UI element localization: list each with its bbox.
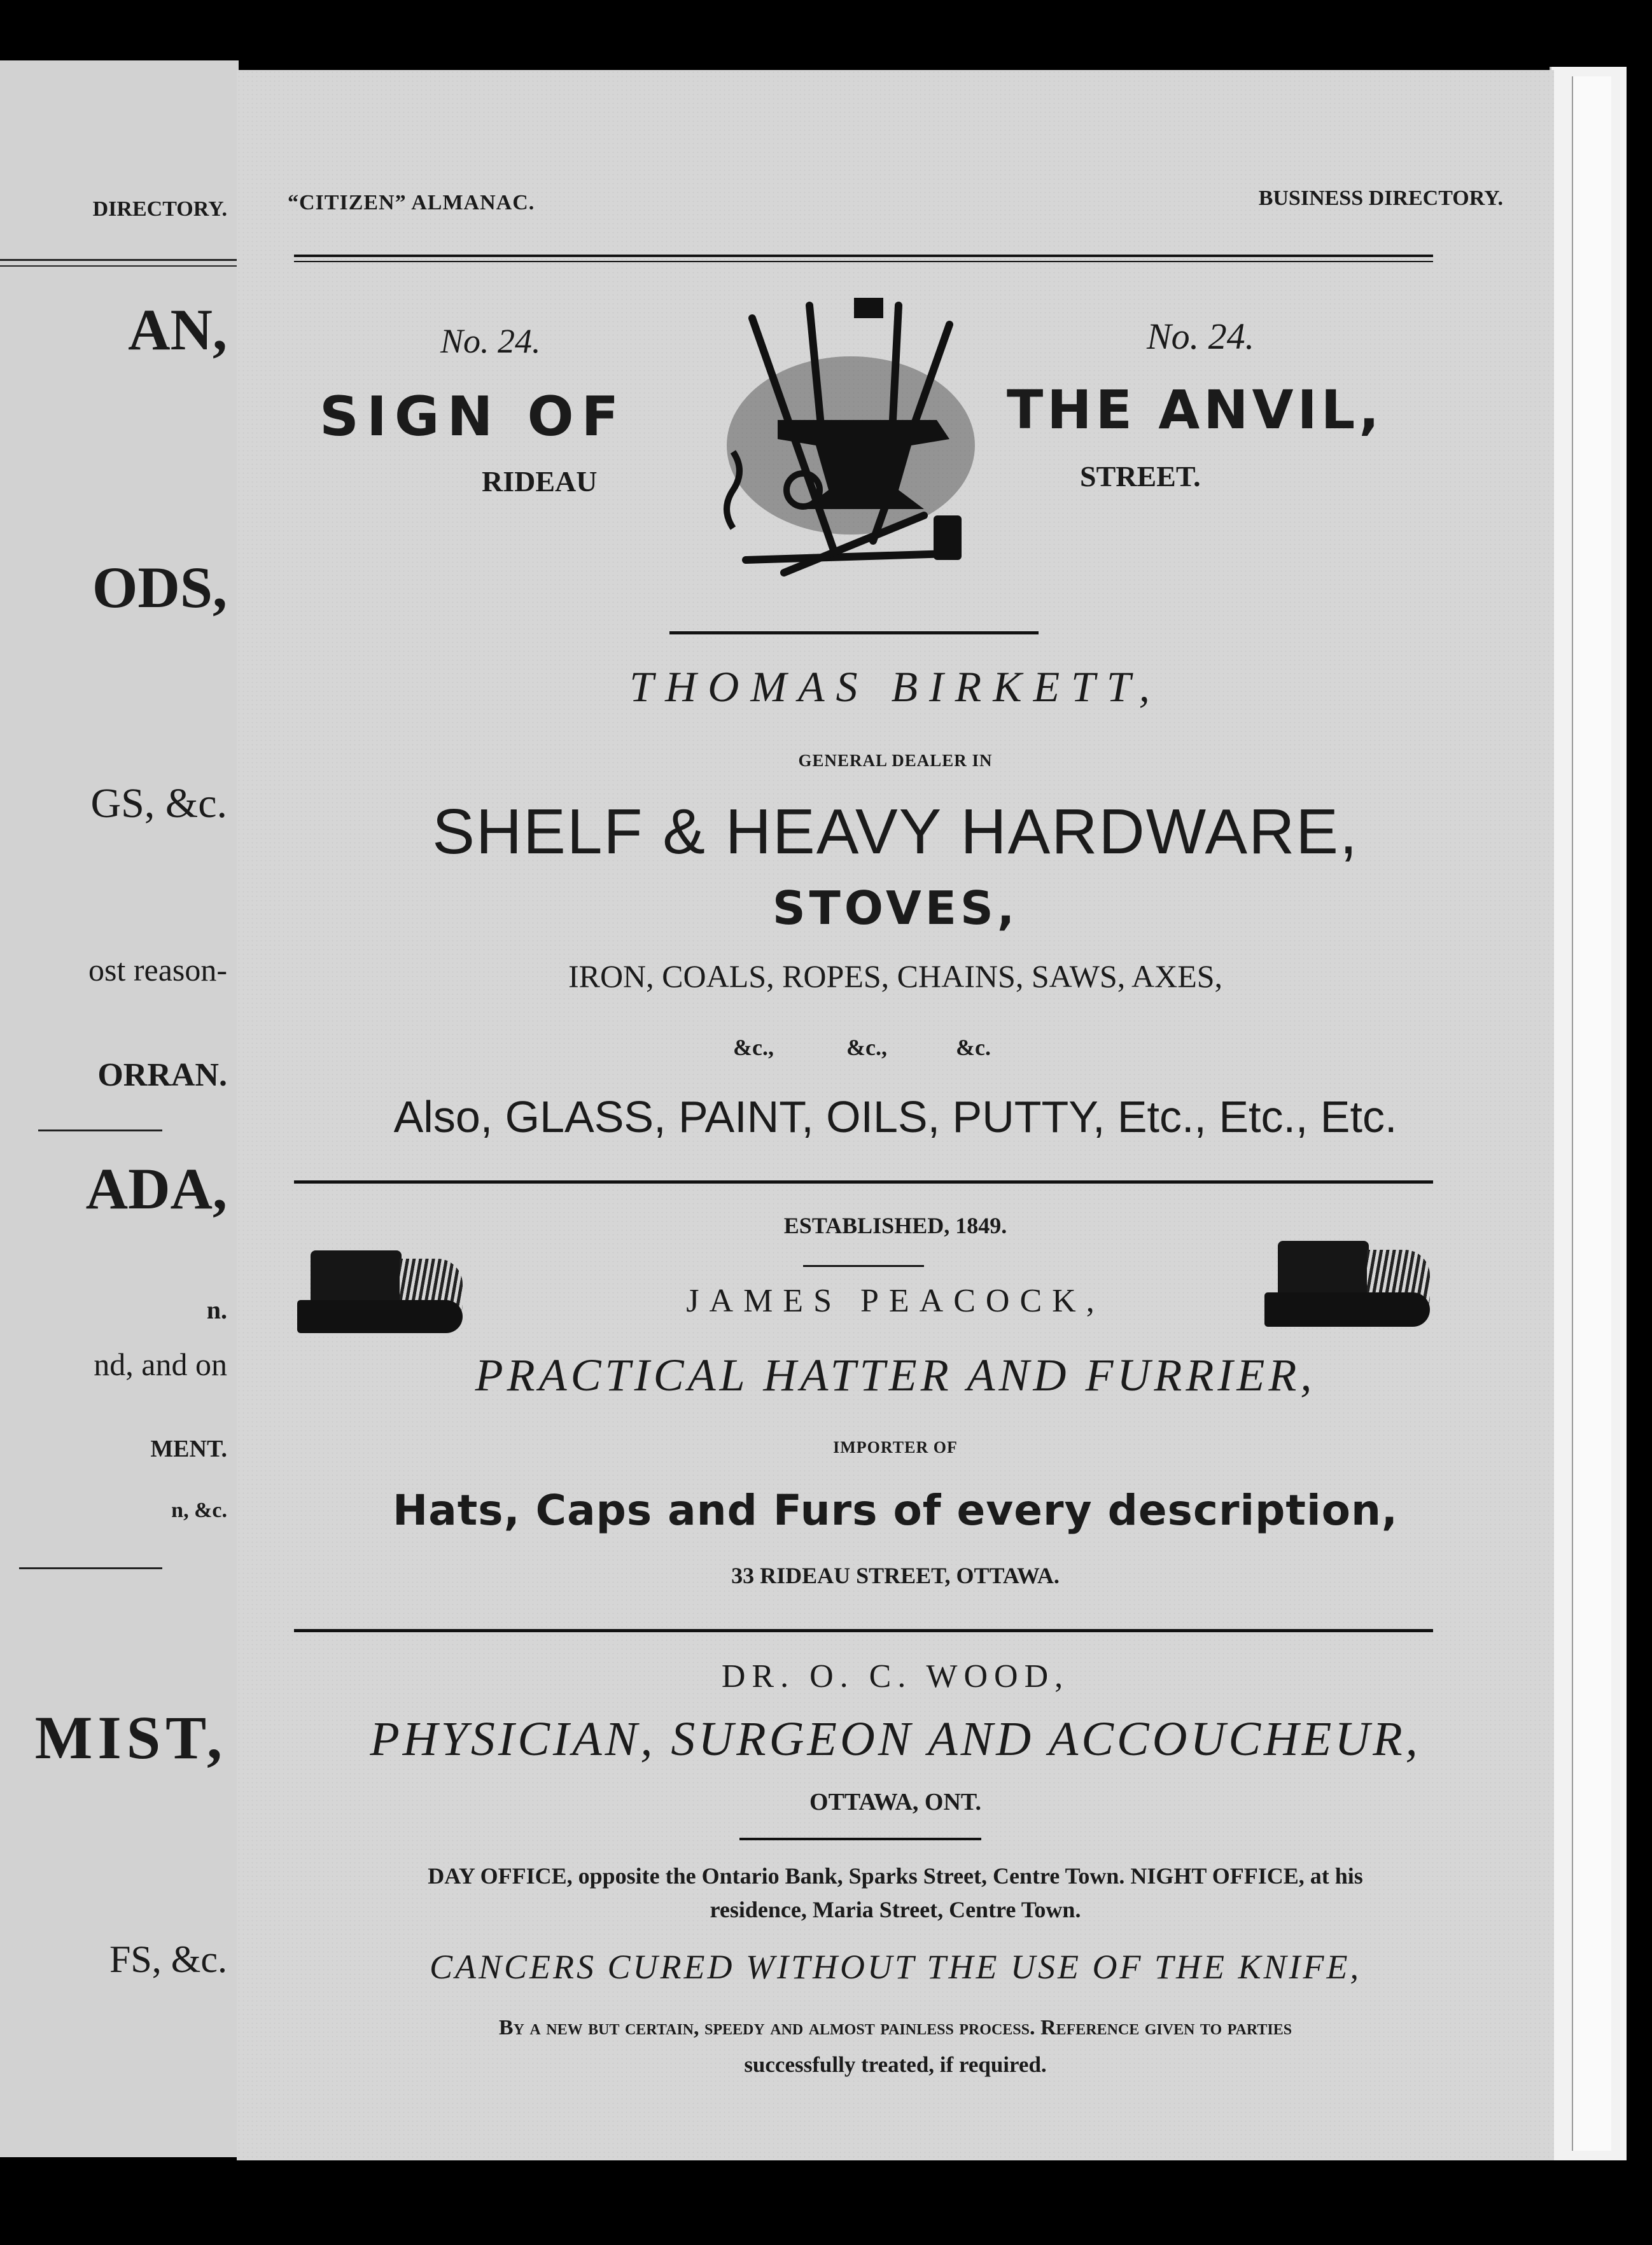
header-rule: [294, 261, 1433, 262]
items-line: IRON, COALS, ROPES, CHAINS, SAWS, AXES,: [568, 958, 1223, 994]
wood-offices-2: residence, Maria Street, Centre Town.: [710, 1897, 1081, 1922]
left-text: ost reason-: [88, 952, 227, 988]
section-rule: [294, 1629, 1433, 1632]
section-rule: [669, 631, 1039, 634]
peacock-goods: Hats, Caps and Furs of every description,: [392, 1486, 1398, 1535]
wood-profession: PHYSICIAN, SURGEON AND ACCOUCHEUR,: [370, 1712, 1421, 1766]
left-text: GS, &c.: [90, 780, 227, 827]
left-text: ODS,: [92, 555, 227, 620]
number-left: No. 24.: [440, 322, 541, 360]
number-right: No. 24.: [1147, 316, 1255, 357]
importer-label: IMPORTER OF: [833, 1438, 958, 1457]
wood-name: DR. O. C. WOOD,: [721, 1658, 1070, 1695]
section-rule: [294, 1180, 1433, 1184]
header-left: “CITIZEN” ALMANAC.: [288, 191, 535, 214]
anvil-tools-emblem-icon: [708, 286, 994, 598]
wood-offices-1: DAY OFFICE, opposite the Ontario Bank, Sparks Street, Centre Town. NIGHT OFFICE, at his: [428, 1863, 1363, 1889]
short-rule: [739, 1838, 981, 1840]
left-header: DIRECTORY.: [92, 197, 227, 221]
stoves-line: STOVES,: [772, 881, 1019, 935]
dealer-label: GENERAL DEALER IN: [798, 751, 993, 770]
left-text: ORRAN.: [97, 1057, 227, 1093]
almanac-page: [237, 70, 1554, 2160]
peacock-address: 33 RIDEAU STREET, OTTAWA.: [731, 1563, 1060, 1588]
short-rule: [803, 1265, 924, 1267]
left-text: n.: [206, 1296, 227, 1324]
established-line: ESTABLISHED, 1849.: [783, 1213, 1007, 1238]
cancers-line: CANCERS CURED WITHOUT THE USE OF THE KNIFE,: [429, 1948, 1362, 1986]
etc-1: &c.,: [733, 1035, 774, 1060]
header-right: BUSINESS DIRECTORY.: [1258, 186, 1503, 210]
peacock-name: JAMES PEACOCK,: [686, 1283, 1105, 1319]
left-text: MIST,: [34, 1703, 227, 1772]
birkett-name: THOMAS BIRKETT,: [629, 662, 1161, 711]
peacock-trade: PRACTICAL HATTER AND FURRIER,: [475, 1350, 1316, 1401]
left-rule: [0, 265, 239, 267]
etc-3: &c.: [956, 1035, 991, 1060]
page-edge: [1572, 76, 1611, 2151]
wood-city: OTTAWA, ONT.: [809, 1789, 981, 1815]
process-line-1: By a new but certain, speedy and almost painless process. Reference given to parties: [498, 2016, 1292, 2039]
hardware-headline: SHELF & HEAVY HARDWARE,: [432, 796, 1359, 867]
left-text: AN,: [128, 297, 227, 362]
left-page-fragment: [0, 60, 239, 2157]
left-rule: [0, 259, 239, 261]
left-text: FS, &c.: [109, 1938, 227, 1980]
left-text: n, &c.: [171, 1499, 227, 1522]
process-line-2: successfully treated, if required.: [744, 2052, 1047, 2077]
left-text: MENT.: [150, 1436, 227, 1462]
header-rule: [294, 255, 1433, 257]
street-left: RIDEAU: [482, 465, 598, 498]
left-rule: [19, 1567, 162, 1569]
etc-2: &c.,: [846, 1035, 887, 1060]
left-text: nd, and on: [94, 1346, 227, 1382]
left-rule: [38, 1129, 162, 1131]
left-text: ADA,: [85, 1156, 227, 1221]
also-line: Also, GLASS, PAINT, OILS, PUTTY, Etc., Etc., Etc.: [393, 1092, 1397, 1142]
sign-left: SIGN OF: [319, 385, 627, 449]
sign-right: THE ANVIL,: [1007, 379, 1383, 441]
street-right: STREET.: [1080, 460, 1201, 493]
